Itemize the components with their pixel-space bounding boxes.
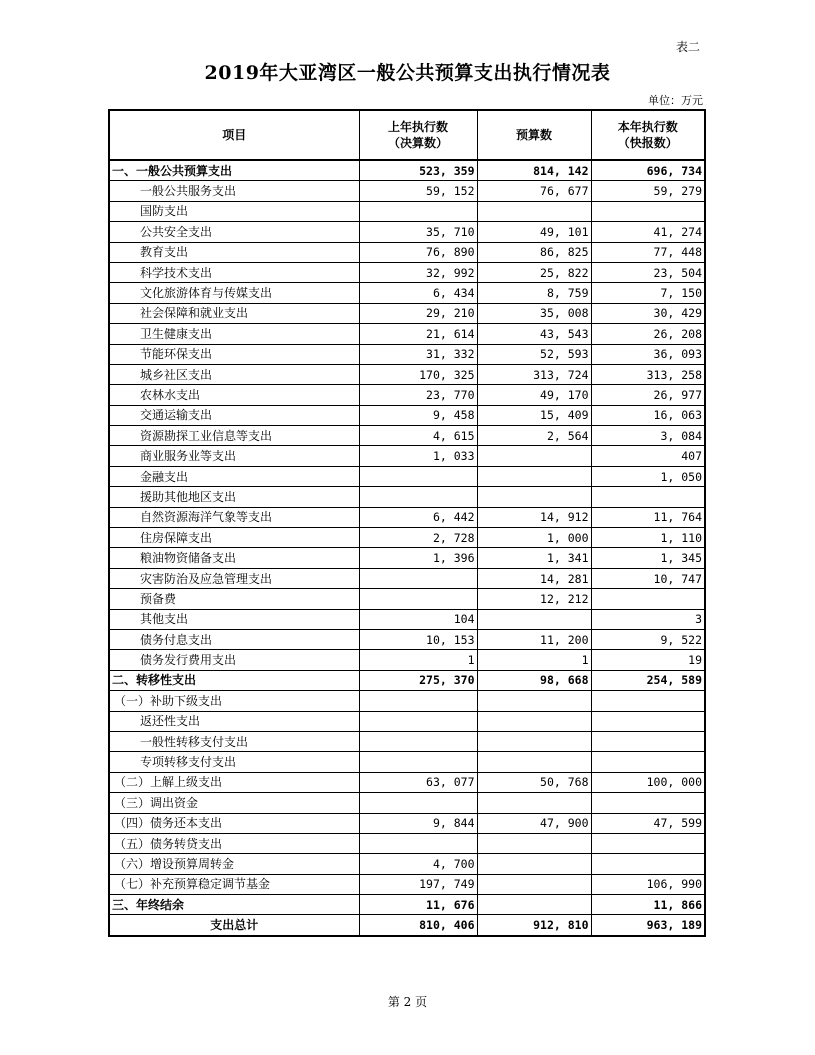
row-current-year-value: 106, 990 [591,874,705,894]
row-budget-value [477,487,591,507]
row-prev-year-value [359,731,477,751]
row-item-name: 一、一般公共预算支出 [109,160,359,181]
row-budget-value [477,895,591,915]
row-current-year-value: 9, 522 [591,629,705,649]
row-prev-year-value [359,487,477,507]
row-budget-value: 12, 212 [477,589,591,609]
table-row [109,242,705,262]
row-current-year-value: 26, 208 [591,324,705,344]
row-budget-value: 2, 564 [477,426,591,446]
row-item-name: （四）债务还本支出 [109,813,359,833]
table-row [109,487,705,507]
document-title: 2019年大亚湾区一般公共预算支出执行情况表 [204,62,611,84]
row-budget-value: 1, 000 [477,528,591,548]
row-item-name: 文化旅游体育与传媒支出 [109,283,359,303]
row-prev-year-value: 1, 396 [359,548,477,568]
table-row [109,793,705,813]
table-row [109,568,705,588]
table-row [109,262,705,282]
row-item-name: 其他支出 [109,609,359,629]
row-current-year-value: 254, 589 [591,670,705,690]
row-prev-year-value: 32, 992 [359,262,477,282]
header-prev-year [359,110,477,160]
table-row [109,854,705,874]
table-row [109,466,705,486]
table-number-label: 表二 [675,40,700,54]
row-budget-value: 1 [477,650,591,670]
row-prev-year-value [359,589,477,609]
row-current-year-value [591,793,705,813]
row-current-year-value: 3 [591,609,705,629]
row-budget-value: 313, 724 [477,364,591,384]
table-row [109,364,705,384]
row-item-name: 公共安全支出 [109,222,359,242]
row-current-year-value: 16, 063 [591,405,705,425]
row-item-name: （七）补充预算稳定调节基金 [109,874,359,894]
row-item-name: 商业服务业等支出 [109,446,359,466]
row-budget-value: 1, 341 [477,548,591,568]
row-item-name: 教育支出 [109,242,359,262]
row-budget-value [477,752,591,772]
row-item-name: （二）上解上级支出 [109,772,359,792]
row-current-year-value: 77, 448 [591,242,705,262]
row-budget-value: 76, 677 [477,181,591,201]
row-item-name: 三、年终结余 [109,895,359,915]
row-prev-year-value: 6, 434 [359,283,477,303]
row-item-name: 交通运输支出 [109,405,359,425]
row-prev-year-value: 31, 332 [359,344,477,364]
row-current-year-value: 26, 977 [591,385,705,405]
row-prev-year-value: 1, 033 [359,446,477,466]
table-row [109,915,705,936]
row-current-year-value: 3, 084 [591,426,705,446]
row-budget-value: 11, 200 [477,629,591,649]
row-current-year-value: 1, 110 [591,528,705,548]
row-prev-year-value: 4, 700 [359,854,477,874]
unit-label: 单位：万元 [648,94,703,107]
row-budget-value [477,711,591,731]
row-budget-value: 98, 668 [477,670,591,690]
row-prev-year-value: 35, 710 [359,222,477,242]
row-current-year-value: 23, 504 [591,262,705,282]
row-prev-year-value: 76, 890 [359,242,477,262]
row-prev-year-value [359,752,477,772]
row-current-year-value: 7, 150 [591,283,705,303]
table-row [109,222,705,242]
row-budget-value [477,854,591,874]
row-current-year-value [591,752,705,772]
row-prev-year-value [359,466,477,486]
row-current-year-value: 1, 345 [591,548,705,568]
table-row [109,426,705,446]
header-budget: 预算数 [477,110,591,160]
row-current-year-value: 47, 599 [591,813,705,833]
row-budget-value: 52, 593 [477,344,591,364]
row-item-name: 专项转移支付支出 [109,752,359,772]
row-current-year-value: 100, 000 [591,772,705,792]
table-row [109,772,705,792]
page-number: 第 2 页 [387,995,428,1009]
row-current-year-value: 1, 050 [591,466,705,486]
row-budget-value [477,833,591,853]
row-budget-value: 912, 810 [477,915,591,936]
row-prev-year-value: 275, 370 [359,670,477,690]
table-row [109,528,705,548]
row-prev-year-value: 1 [359,650,477,670]
row-budget-value: 86, 825 [477,242,591,262]
row-item-name: 国防支出 [109,201,359,221]
row-current-year-value: 30, 429 [591,303,705,323]
row-prev-year-value: 4, 615 [359,426,477,446]
row-item-name: 科学技术支出 [109,262,359,282]
row-current-year-value: 11, 866 [591,895,705,915]
table-row [109,201,705,221]
table-row [109,446,705,466]
table-row [109,283,705,303]
row-item-name: 金融支出 [109,466,359,486]
row-budget-value: 35, 008 [477,303,591,323]
row-prev-year-value: 9, 844 [359,813,477,833]
row-budget-value: 14, 281 [477,568,591,588]
row-item-name: 粮油物资储备支出 [109,548,359,568]
row-item-name: 返还性支出 [109,711,359,731]
row-current-year-value: 41, 274 [591,222,705,242]
row-budget-value: 25, 822 [477,262,591,282]
row-current-year-value: 696, 734 [591,160,705,181]
header-item: 项目 [109,110,359,160]
row-prev-year-value: 810, 406 [359,915,477,936]
row-item-name: 节能环保支出 [109,344,359,364]
row-budget-value: 814, 142 [477,160,591,181]
row-prev-year-value: 523, 359 [359,160,477,181]
row-current-year-value [591,833,705,853]
row-budget-value [477,466,591,486]
header-current-year-line1: 本年执行数 [617,120,678,134]
row-current-year-value [591,731,705,751]
table-row [109,691,705,711]
row-current-year-value [591,691,705,711]
row-current-year-value: 963, 189 [591,915,705,936]
table-row [109,650,705,670]
row-prev-year-value: 197, 749 [359,874,477,894]
row-item-name: （五）债务转贷支出 [109,833,359,853]
table-row [109,629,705,649]
row-item-name: （三）调出资金 [109,793,359,813]
row-item-name: 一般性转移支付支出 [109,731,359,751]
row-current-year-value: 407 [591,446,705,466]
row-prev-year-value [359,793,477,813]
row-budget-value [477,691,591,711]
row-budget-value [477,609,591,629]
row-budget-value: 50, 768 [477,772,591,792]
row-prev-year-value: 23, 770 [359,385,477,405]
table-body [109,160,705,936]
row-item-name: 自然资源海洋气象等支出 [109,507,359,527]
header-current-year-line2: （快报数） [617,136,678,150]
row-budget-value [477,793,591,813]
table-row [109,833,705,853]
row-item-name: 社会保障和就业支出 [109,303,359,323]
row-current-year-value: 36, 093 [591,344,705,364]
row-prev-year-value [359,833,477,853]
row-budget-value: 14, 912 [477,507,591,527]
row-prev-year-value [359,691,477,711]
row-item-name: 债务发行费用支出 [109,650,359,670]
row-item-name: （六）增设预算周转金 [109,854,359,874]
row-current-year-value: 59, 279 [591,181,705,201]
table-row [109,609,705,629]
row-current-year-value [591,487,705,507]
table-row [109,670,705,690]
table-row [109,324,705,344]
row-item-name: 卫生健康支出 [109,324,359,344]
budget-table [108,109,706,937]
row-item-name: 援助其他地区支出 [109,487,359,507]
table-row [109,589,705,609]
row-prev-year-value: 170, 325 [359,364,477,384]
header-prev-year-line2: （决算数） [387,136,448,150]
row-current-year-value: 11, 764 [591,507,705,527]
row-current-year-value [591,201,705,221]
row-prev-year-value: 9, 458 [359,405,477,425]
row-current-year-value: 10, 747 [591,568,705,588]
row-item-name: 资源勘探工业信息等支出 [109,426,359,446]
row-budget-value: 15, 409 [477,405,591,425]
row-item-name: 城乡社区支出 [109,364,359,384]
table-row [109,895,705,915]
row-item-name: 二、转移性支出 [109,670,359,690]
table-header-row [109,110,705,160]
table-row [109,548,705,568]
row-prev-year-value: 29, 210 [359,303,477,323]
row-current-year-value [591,854,705,874]
header-current-year [591,110,705,160]
row-prev-year-value: 63, 077 [359,772,477,792]
table-row [109,181,705,201]
row-item-name: 支出总计 [109,915,359,936]
row-budget-value [477,731,591,751]
row-prev-year-value: 11, 676 [359,895,477,915]
row-prev-year-value: 104 [359,609,477,629]
table-row [109,813,705,833]
row-prev-year-value: 10, 153 [359,629,477,649]
row-prev-year-value: 59, 152 [359,181,477,201]
table-row [109,303,705,323]
row-item-name: 债务付息支出 [109,629,359,649]
row-prev-year-value [359,201,477,221]
row-current-year-value: 19 [591,650,705,670]
row-budget-value: 8, 759 [477,283,591,303]
row-prev-year-value: 6, 442 [359,507,477,527]
table-row [109,344,705,364]
row-budget-value: 43, 543 [477,324,591,344]
row-budget-value [477,446,591,466]
row-prev-year-value: 2, 728 [359,528,477,548]
row-prev-year-value: 21, 614 [359,324,477,344]
header-prev-year-line1: 上年执行数 [387,120,448,134]
row-prev-year-value [359,568,477,588]
table-row [109,507,705,527]
row-current-year-value [591,711,705,731]
row-item-name: 一般公共服务支出 [109,181,359,201]
row-budget-value: 49, 170 [477,385,591,405]
table-row [109,405,705,425]
table-row [109,752,705,772]
row-current-year-value: 313, 258 [591,364,705,384]
table-row [109,160,705,181]
table-row [109,874,705,894]
row-item-name: 农林水支出 [109,385,359,405]
row-budget-value [477,874,591,894]
row-item-name: 住房保障支出 [109,528,359,548]
row-item-name: 灾害防治及应急管理支出 [109,568,359,588]
row-item-name: （一）补助下级支出 [109,691,359,711]
row-budget-value [477,201,591,221]
row-current-year-value [591,589,705,609]
row-budget-value: 47, 900 [477,813,591,833]
row-prev-year-value [359,711,477,731]
table-row [109,385,705,405]
row-item-name: 预备费 [109,589,359,609]
table-row [109,711,705,731]
row-budget-value: 49, 101 [477,222,591,242]
table-row [109,731,705,751]
